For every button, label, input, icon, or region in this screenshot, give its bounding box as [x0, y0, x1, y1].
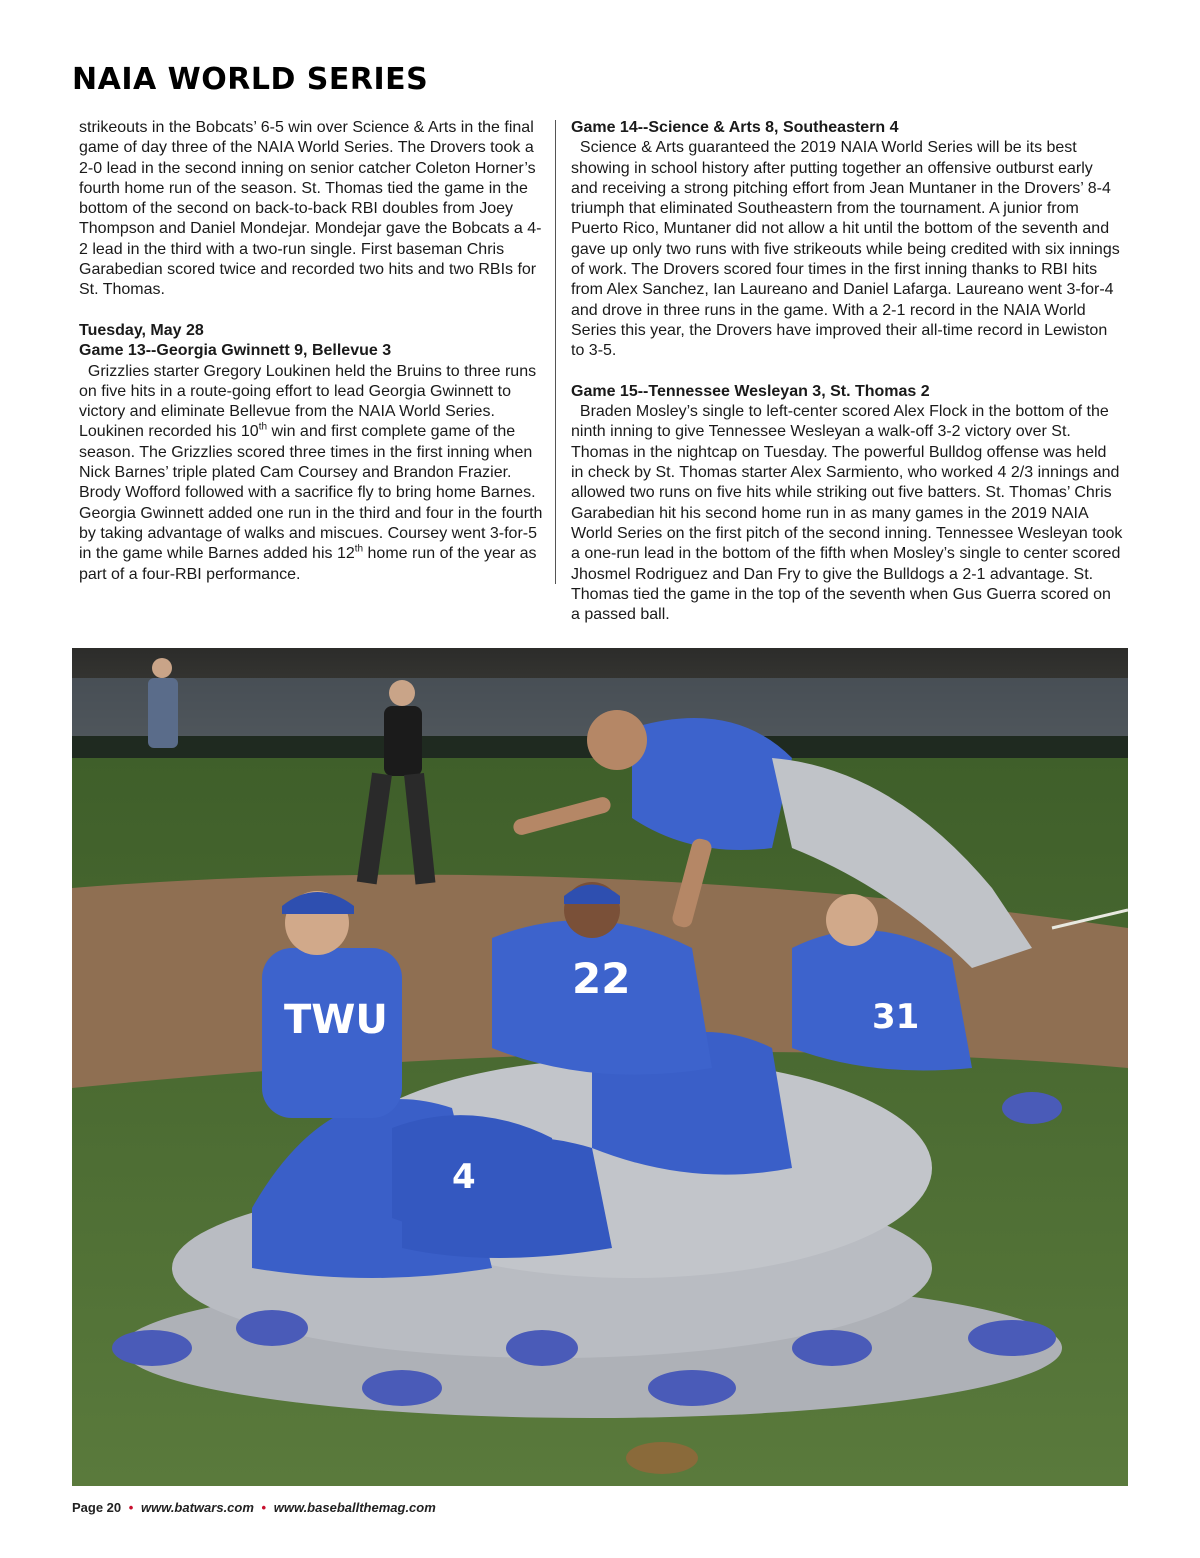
game14-heading: Game 14--Science & Arts 8, Southeastern 4 [571, 119, 899, 136]
article-column-left [79, 118, 543, 585]
baseball-glove [626, 1442, 698, 1474]
game14-text: Science & Arts guaranteed the 2019 NAIA World Series will be its best showing in school history after putting together an offensive outburst early and receiving a strong pitching effort from Jean Muntaner in the Drovers’ 8-4 triumph that eliminated Southeastern from the tournament. A junior from Puerto Rico, Muntaner did not allow a hit until the bottom of the seventh and gave up only two runs with five strikeouts while being credited with six innings of work. The Drovers scored four times in the first inning thanks to RBI hits from Alex Sanchez, Ian Laureano and Daniel Lafarga. Laureano went 3-for-4 and drove in three runs in the game. With a 2-1 record in the NAIA World Series this year, the Drovers have improved their all-time record in Lewiston to 3-5. [571, 139, 1120, 360]
game14-paragraph [571, 138, 1123, 361]
paragraph-gap [79, 301, 543, 321]
page-number: Page 20 [72, 1500, 122, 1515]
game15-heading: Game 15--Tennessee Wesleyan 3, St. Thomas 2 [571, 382, 930, 400]
jersey-number: 22 [572, 954, 631, 1003]
site-link-batwars[interactable]: www.batwars.com [140, 1500, 254, 1515]
player-4 [392, 1115, 562, 1236]
article-column-right [571, 118, 1123, 625]
jersey-number: 31 [872, 997, 920, 1037]
game15-text: Braden Mosley’s single to left-center scored Alex Flock in the bottom of the ninth inning to give Tennessee Wesleyan a walk-off 3-2 victory over St. Thomas in the nightcap on Tuesday. The powerful Bulldog offense was held in check by St. Thomas starter Alex Sarmiento, who worked 4 2/3 innings and allowed two runs on five hits while striking out five batters. St. Thomas’ Chris Garabedian hit his second home run in as many games in the 2019 NAIA World Series on the first pitch of the second inning. Tennessee Wesleyan took a one-run lead in the bottom of the fifth when Mosley’s single to center scored Jhosmel Rodriguez and Dan Fry to give the Bulldogs a 2-1 advantage. St. Thomas tied the game in the top of the seventh when Gus Guerra scored on a passed ball. [571, 403, 1123, 624]
page-footer [72, 1500, 436, 1515]
game13-paragraph [79, 362, 543, 585]
game13-heading: Game 13--Georgia Gwinnett 9, Bellevue 3 [79, 342, 392, 360]
photo-illustration [72, 648, 1128, 1486]
separator-dot: • [128, 1500, 134, 1515]
celebration-photo [72, 648, 1128, 1486]
game13-text-3: home run of the year as part of a four-RBI performance. [79, 545, 537, 583]
intro-paragraph: strikeouts in the Bobcats’ 6-5 win over Science & Arts in the final game of day three of the NAIA World Series. The Drovers took a 2-0 lead in the second inning on senior catcher Coleton Horner’s fourth home run of the season. St. Thomas tied the game in the bottom of the second on back-to-back RBI doubles from Joey Thompson and Daniel Mondejar. Mondejar gave the Bobcats a 4-2 lead in the third with a two-run single. First baseman Chris Garabedian scored twice and recorded two hits and two RBIs for St. Thomas. [79, 119, 542, 299]
jersey-number: 4 [452, 1157, 476, 1197]
ordinal-suffix: th [354, 543, 364, 555]
game13-text-2: win and first complete game of the season. The Grizzlies scored three times in the first inning when Nick Barnes’ triple plated Cam Coursey and Brandon Frazier. Brody Wofford followed with a sacrifice fly to bring home Barnes. Georgia Gwinnett added one run in the third and four in the fourth by taking advantage of walks and miscues. Coursey went 3-for-5 in the game while Barnes added his 12 [79, 423, 543, 563]
separator-dot: • [261, 1500, 267, 1515]
column-divider [555, 120, 556, 584]
date-heading: Tuesday, May 28 [79, 321, 204, 339]
site-link-baseballthemag[interactable]: www.baseballthemag.com [273, 1500, 436, 1515]
jersey-text: TWU [284, 997, 388, 1043]
ordinal-suffix: th [258, 422, 268, 434]
paragraph-gap [571, 362, 1123, 382]
page-title: NAIA WORLD SERIES [72, 62, 429, 97]
game15-paragraph [571, 402, 1123, 625]
game13-text-1: Grizzlies starter Gregory Loukinen held the Bruins to three runs on five hits in a route-going effort to lead Georgia Gwinnett to victory and eliminate Bellevue from the NAIA World Series. Loukinen recorded his 10 [79, 362, 537, 441]
